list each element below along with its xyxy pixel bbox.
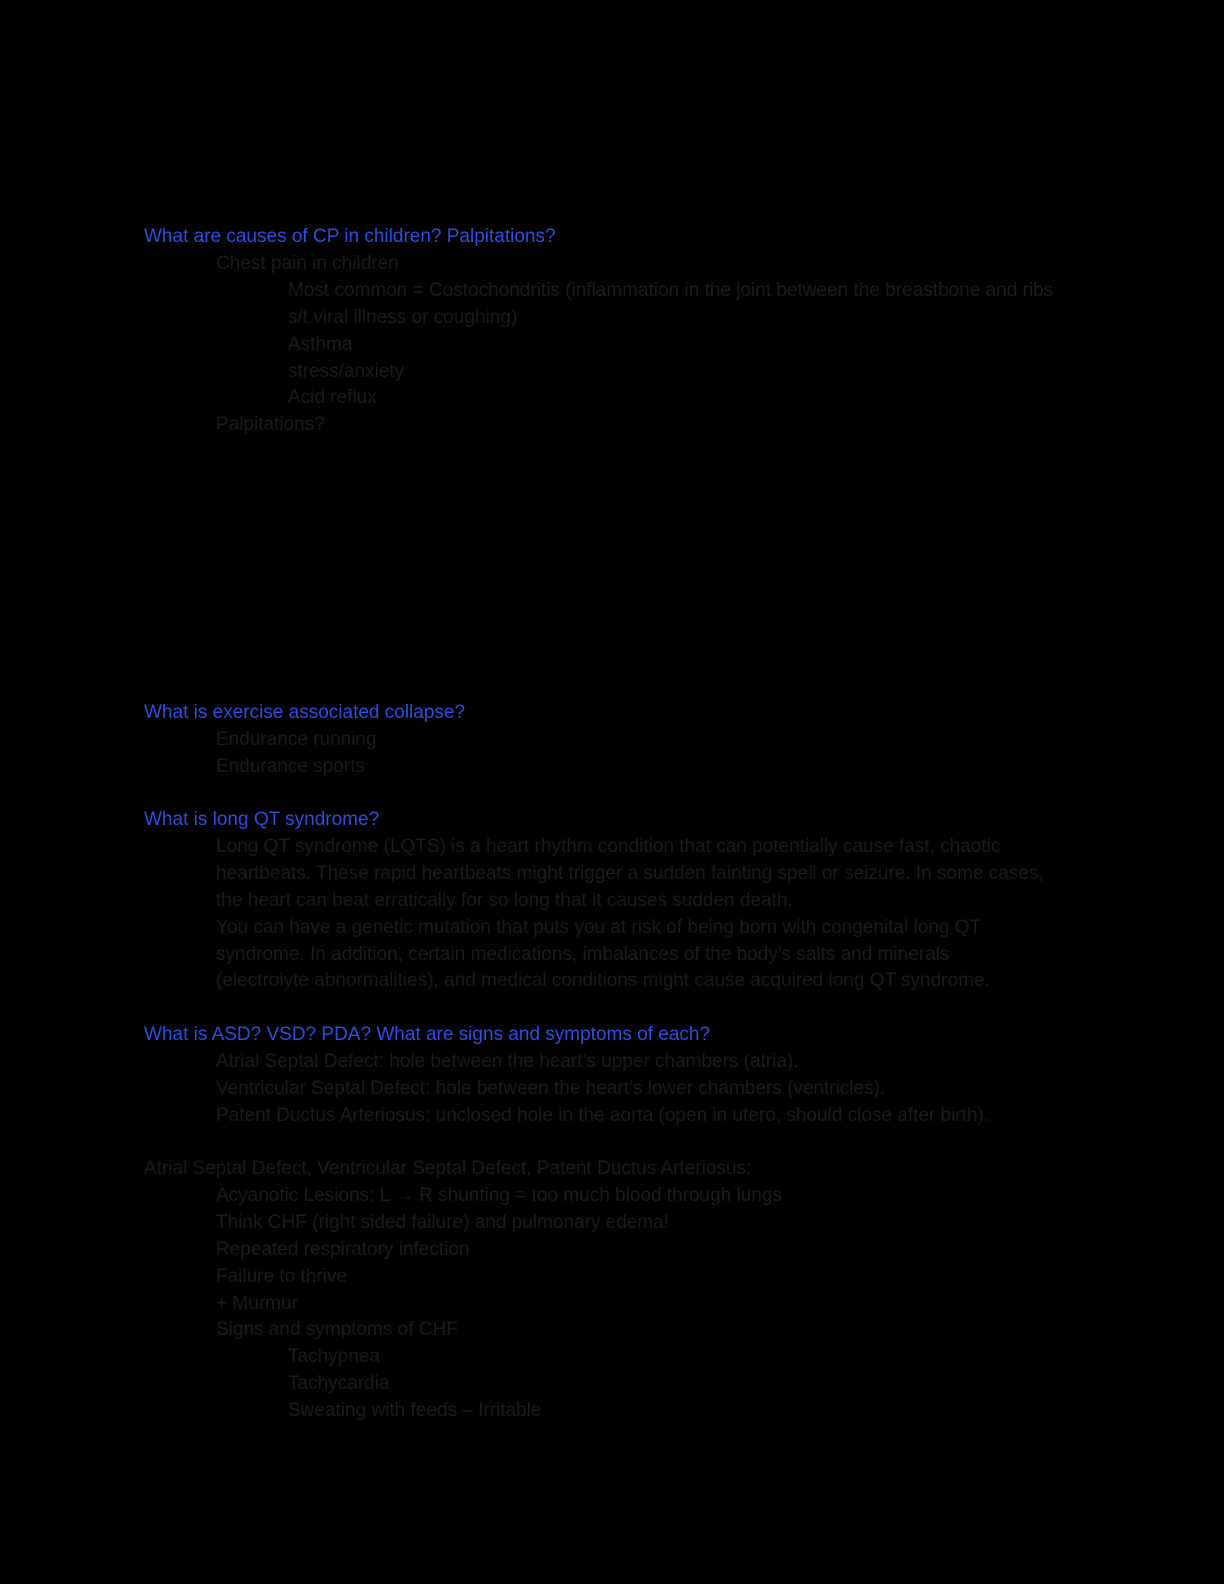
section-asd-vsd-pda <box>144 1022 1084 1130</box>
endurance-running-item: Endurance running <box>216 728 377 750</box>
respiratory-infection-item: Repeated respiratory infection <box>216 1238 470 1260</box>
costochondritis-item: Most common = Costochondritis (inflammation in the joint between the breastbone and ribs s/t viral illness or coughing) <box>288 279 1054 328</box>
section-chest-pain <box>144 224 1084 439</box>
lesions-heading: Atrial Septal Defect, Ventricular Septal Defect, Patent Ductus Arteriosus: <box>144 1158 752 1179</box>
failure-to-thrive-item: Failure to thrive <box>216 1265 347 1287</box>
question-long-qt: What is long QT syndrome? <box>144 809 380 830</box>
stress-anxiety-item: stress/anxiety <box>288 360 405 382</box>
question-exercise-collapse: What is exercise associated collapse? <box>144 702 466 723</box>
chf-signs-heading: Signs and symptoms of CHF <box>216 1319 458 1341</box>
question-asd-vsd-pda: What is ASD? VSD? PDA? What are signs and symptoms of each? <box>144 1024 711 1045</box>
long-qt-paragraph-1: Long QT syndrome (LQTS) is a heart rhythm condition that can potentially cause fast, chaotic heartbeats. These rapid heartbeats might trigger a sudden fainting spell or seizure. In some cases, the heart can beat erratically for so long that it causes sudden death. <box>216 835 1044 911</box>
palpitations-heading: Palpitations? <box>216 414 325 436</box>
asd-definition: Atrial Septal Defect: hole between the heart’s upper chambers (atria). <box>216 1050 799 1072</box>
vsd-definition: Ventricular Septal Defect: hole between the heart’s lower chambers (ventricles). <box>216 1077 886 1099</box>
tachypnea-item: Tachypnea <box>288 1346 380 1368</box>
chest-pain-heading: Chest pain in children <box>216 252 399 274</box>
sweating-irritable-item: Sweating with feeds – Irritable <box>288 1400 542 1422</box>
section-long-qt <box>144 807 1084 995</box>
acid-reflux-item: Acid reflux <box>288 387 377 409</box>
question-cp-causes: What are causes of CP in children? Palpitations? <box>144 226 556 247</box>
asthma-item: Asthma <box>288 333 353 355</box>
section-exercise-collapse <box>144 700 1084 781</box>
long-qt-paragraph-2: You can have a genetic mutation that puts you at risk of being born with congenital long QT syndrome. In addition, certain medications, imbalances of the body's salts and minerals (electrolyte abnormalities), and medical conditions might cause acquired long QT syndrome. <box>216 916 990 992</box>
acyanotic-lesions-item: Acyanotic Lesions: L → R shunting = too much blood through lungs <box>216 1184 782 1206</box>
section-acyanotic-lesions <box>144 1156 1084 1425</box>
pda-definition: Patent Ductus Arteriosus: unclosed hole in the aorta (open in utero, should close after birth). <box>216 1104 990 1126</box>
think-chf-item: Think CHF (right sided failure) and pulmonary edema! <box>216 1211 670 1233</box>
tachycardia-item: Tachycardia <box>288 1373 390 1395</box>
murmur-item: + Murmur <box>216 1292 298 1314</box>
endurance-sports-item: Endurance sports <box>216 755 365 777</box>
